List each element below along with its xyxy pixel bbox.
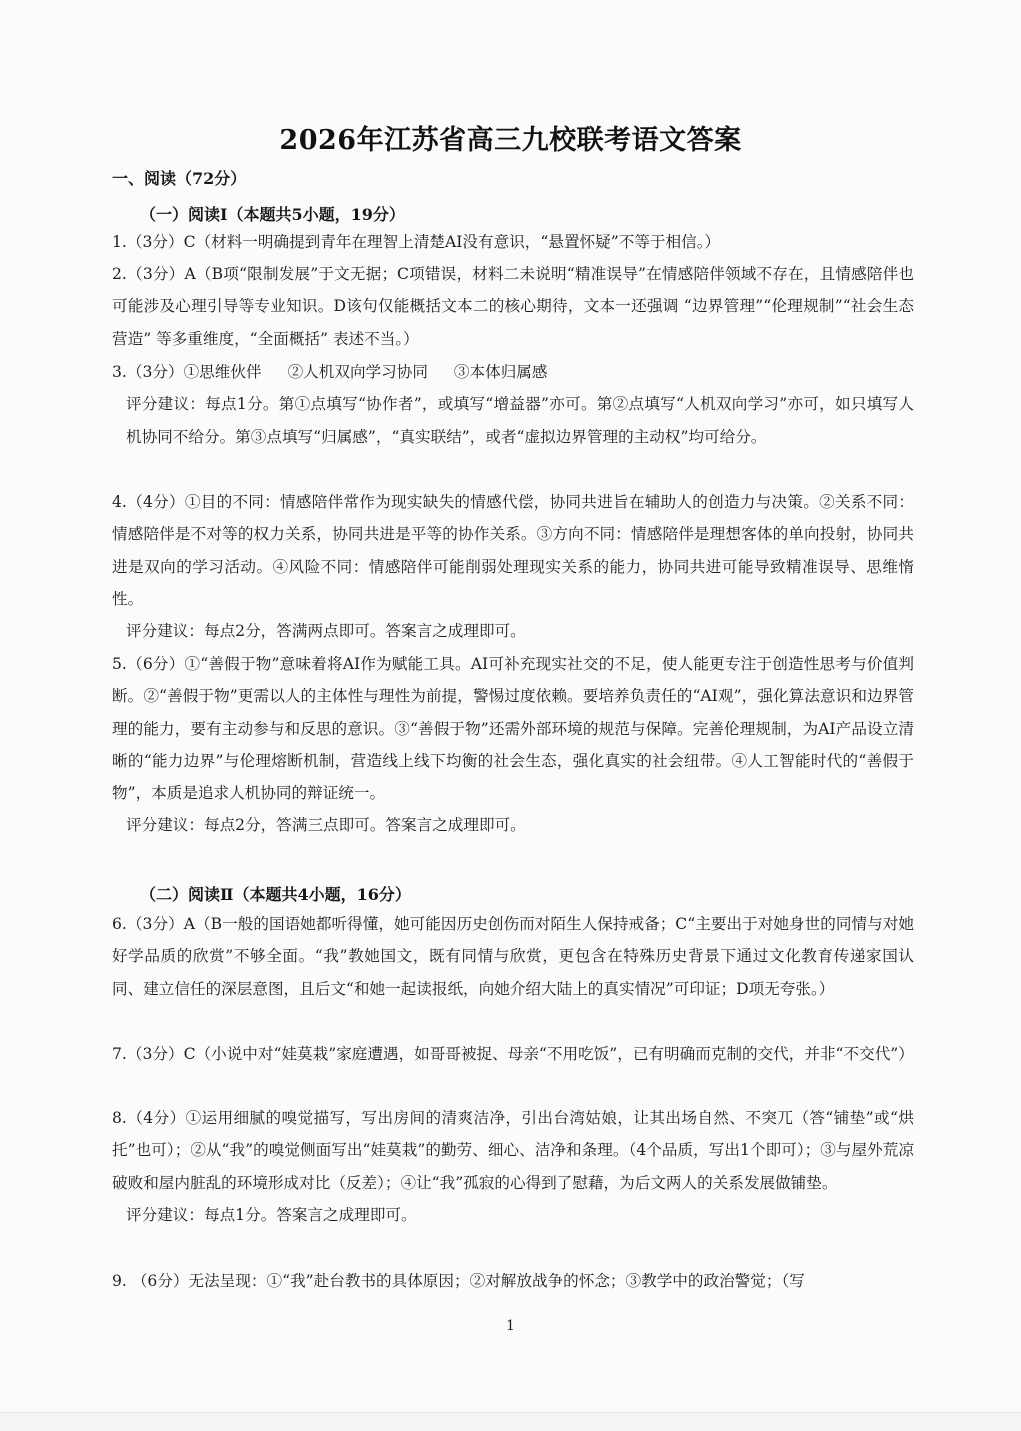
- answer-item-5: [112, 648, 914, 842]
- answer-item-1: [112, 226, 914, 258]
- answer-text-4: 4.（4分）①目的不同：情感陪伴常作为现实缺失的情感代偿，协同共进旨在辅助人的创造力与决策。②关系不同：情感陪伴是不对等的权力关系，协同共进是平等的协作关系。③方向不同：情感陪伴是理想客体的单向投射，协同共进是双向的学习活动。④风险不同：情感陪伴可能削弱处理现实关系的能力，协同共进可能导致精准误导、思维惰性。: [112, 493, 914, 608]
- answer-3-point-a: 3.（3分）①思维伙伴: [112, 363, 262, 381]
- answer-text-2: 2.（3分）A（B项“限制发展”于文无据；C项错误，材料二未说明“精准误导”在情感陪伴领域不存在，且情感陪伴也可能涉及心理引导等专业知识。D该句仅能概括文本二的核心期待，文本一还强调 “边界管理”“伦理规制”“社会生态营造” 等多重维度，“全面概括” 表述不当。）: [112, 265, 914, 348]
- answer-item-6: [112, 908, 914, 1005]
- answer-3-point-b: ②人机双向学习协同: [287, 363, 428, 381]
- answer-3-point-c: ③本体归属感: [453, 363, 548, 381]
- page-number: 1: [506, 1318, 515, 1334]
- answer-text-9: 9. （6分）无法呈现：①“我”赴台教书的具体原因；②对解放战争的怀念；③教学中的政治警觉；（写: [112, 1272, 805, 1290]
- answer-item-4: [112, 486, 914, 647]
- answer-item-8: [112, 1102, 914, 1231]
- answer-item-3: [112, 356, 914, 453]
- answer-text-8: 8.（4分）①运用细腻的嗅觉描写，写出房间的清爽洁净，引出台湾姑娘，让其出场自然、不突兀（答“铺垫”或“烘托”也可）；②从“我”的嗅觉侧面写出“娃莫栽”的勤劳、细心、洁净和条理。（4个品质，写出1个即可）；③与屋外荒凉破败和屋内脏乱的环境形成对比（反差）；④让“我”孤寂的心得到了慰藉，为后文两人的关系发展做铺垫。: [112, 1109, 914, 1192]
- answer-item-7: [112, 1038, 914, 1070]
- answer-text-5: 5.（6分）①“善假于物”意味着将AI作为赋能工具。AI可补充现实社交的不足，使人能更专注于创造性思考与价值判断。②“善假于物”更需以人的主体性与理性为前提，警惕过度依赖。要培养负责任的“AI观”，强化算法意识和边界管理的能力，要有主动参与和反思的意识。③“善假于物”还需外部环境的规范与保障。完善伦理规制，为AI产品设立清晰的“能力边界”与伦理熔断机制，营造线上线下均衡的社会生态，强化真实的社会纽带。④人工智能时代的“善假于物”，本质是追求人机协同的辩证统一。: [112, 655, 914, 803]
- section-heading-reading: 一、阅读（72分）: [112, 169, 247, 188]
- answer-item-9: [112, 1265, 914, 1297]
- answer-text-6: 6.（3分）A（B一般的国语她都听得懂，她可能因历史创伤而对陌生人保持戒备；C“主要出于对她身世的同情与对她好学品质的欣赏”不够全面。“我”教她国文，既有同情与欣赏，更包含在特殊历史背景下通过文化教育传递家国认同、建立信任的深层意图，且后文“和她一起读报纸，向她介绍大陆上的真实情况”可印证；D项无夸张。）: [112, 915, 914, 998]
- scoring-note-5: 评分建议：每点2分，答满三点即可。答案言之成理即可。: [126, 816, 526, 835]
- scoring-note-3: 评分建议：每点1分。第①点填写“协作者”，或填写“增益器”亦可。第②点填写“人机双向学习”亦可，如只填写人机协同不给分。第③点填写“归属感”，“真实联结”，或者“虚拟边界管理的主动权”均可给分。: [126, 395, 914, 446]
- answer-text-1: 1.（3分）C（材料一明确提到青年在理智上清楚AI没有意识，“悬置怀疑”不等于相信。）: [112, 233, 721, 251]
- answer-item-2: [112, 258, 914, 355]
- part-heading-reading-2: （二）阅读Ⅱ（本题共4小题，16分）: [140, 885, 411, 904]
- answer-text-7: 7.（3分）C（小说中对“娃莫栽”家庭遭遇，如哥哥被捉、母亲“不用吃饭”，已有明确而克制的交代，并非“不交代”）: [112, 1045, 914, 1063]
- document-title: 2026年江苏省高三九校联考语文答案: [279, 125, 742, 156]
- part-heading-reading-1: （一）阅读Ⅰ（本题共5小题，19分）: [140, 205, 405, 224]
- answer-text-3: [112, 356, 914, 388]
- scoring-note-8: 评分建议：每点1分。答案言之成理即可。: [126, 1205, 417, 1224]
- scoring-note-4: 评分建议：每点2分，答满两点即可。答案言之成理即可。: [126, 622, 526, 641]
